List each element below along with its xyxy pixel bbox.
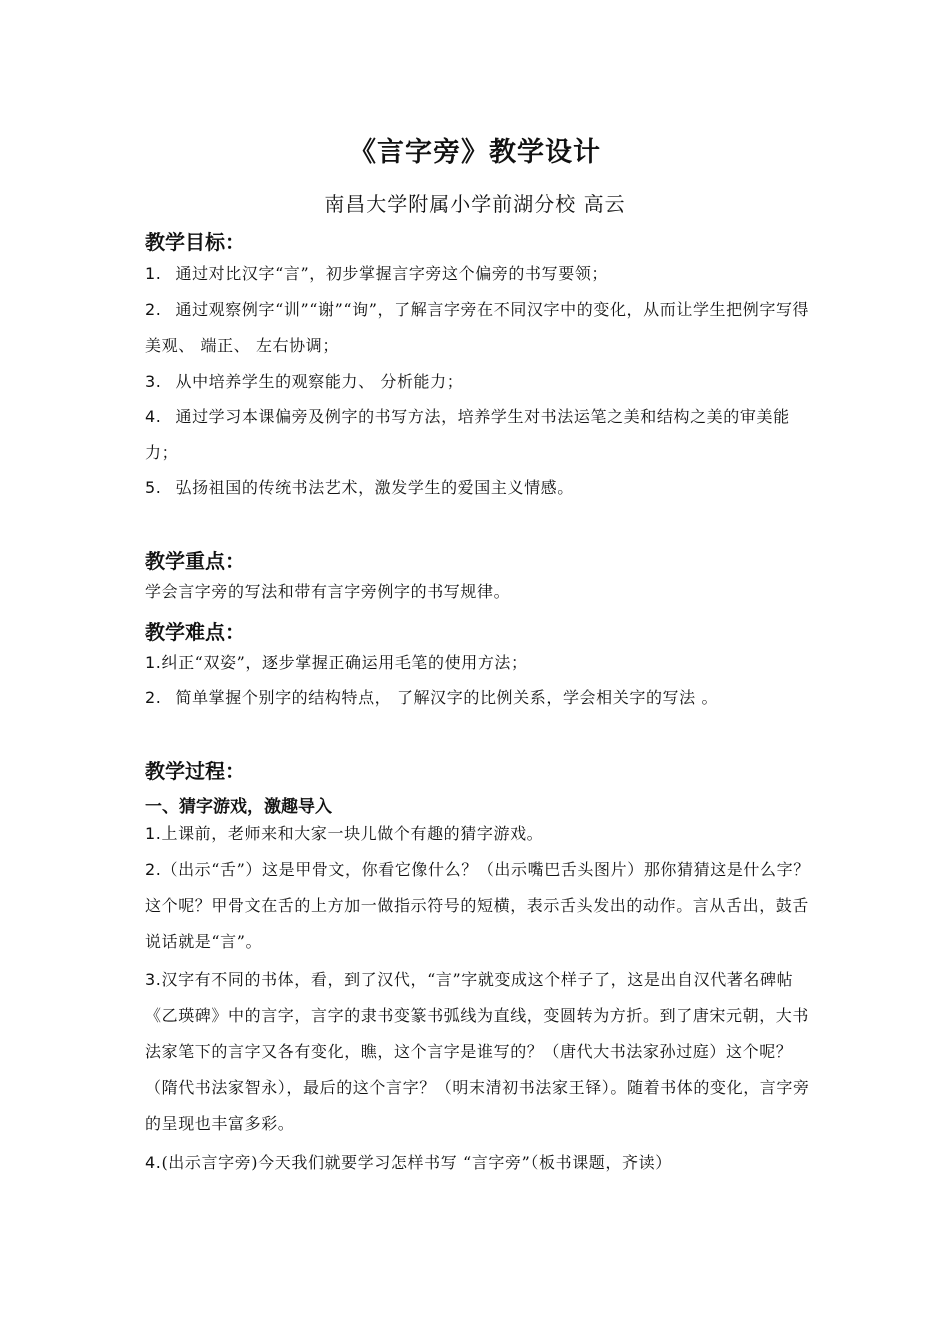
process-text: （出示“舌”）这是甲骨文，你看它像什么？（出示嘴巴舌头图片）那你猜猜这是什么字？这个呢？甲骨文在舌的上方加一做指示符号的短横，表示舌头发出的动作。言从舌出，鼓舌说话就是“言”。 xyxy=(145,860,810,951)
objective-item-4 xyxy=(145,399,810,471)
process-item-4 xyxy=(145,1145,810,1181)
objective-item-2 xyxy=(145,292,810,364)
process-number: 3. xyxy=(145,970,162,989)
difficulty-item-2 xyxy=(145,680,810,716)
process-text: 汉字有不同的书体，看，到了汉代，“言”字就变成这个样子了，这是出自汉代著名碑帖《乙瑛碑》中的言字，言字的隶书变篆书弧线为直线，变圆转为方折。到了唐宋元朝，大书法家笔下的言字又各有变化，瞧，这个言字是谁写的？（唐代大书法家孙过庭）这个呢？（隋代书法家智永），最后的这个言字？（明末清初书法家王铎）。随着书体的变化，言字旁的呈现也丰富多彩。 xyxy=(145,970,810,1133)
document-title: 《言字旁》教学设计 xyxy=(349,137,601,168)
objective-item-5 xyxy=(145,470,810,506)
objective-item-3 xyxy=(145,364,810,400)
process-text: 上课前，老师来和大家一块儿做个有趣的猜字游戏。 xyxy=(161,824,544,843)
objective-text: 通过学习本课偏旁及例字的书写方法，培养学生对书法运笔之美和结构之美的审美能力； xyxy=(145,407,790,462)
process-text: (出示言字旁)今天我们就要学习怎样书写 “言字旁”（板书课题，齐读） xyxy=(161,1153,672,1172)
key-points-heading: 教学重点： xyxy=(145,549,245,573)
objective-number: 5. xyxy=(145,478,162,497)
objective-number: 2. xyxy=(145,300,162,319)
difficulty-text: 简单掌握个别字的结构特点， 了解汉字的比例关系，学会相关字的写法 。 xyxy=(175,688,719,707)
objectives-heading: 教学目标： xyxy=(145,230,245,254)
process-number: 2. xyxy=(145,860,162,879)
difficulty-number: 2. xyxy=(145,688,162,707)
process-item-3 xyxy=(145,962,810,1142)
objective-text: 通过对比汉字“言”，初步掌握言字旁这个偏旁的书写要领； xyxy=(175,264,609,283)
objective-text: 从中培养学生的观察能力、 分析能力； xyxy=(175,372,464,391)
process-item-2 xyxy=(145,852,810,960)
objective-number: 4. xyxy=(145,407,162,426)
author-line: 南昌大学附属小学前湖分校 高云 xyxy=(324,192,626,216)
process-item-1 xyxy=(145,816,810,852)
process-number: 1. xyxy=(145,824,162,843)
objective-number: 1. xyxy=(145,264,162,283)
process-number: 4. xyxy=(145,1153,162,1172)
objective-text: 弘扬祖国的传统书法艺术，激发学生的爱国主义情感。 xyxy=(175,478,574,497)
objective-item-1 xyxy=(145,256,810,292)
difficulty-number: 1. xyxy=(145,653,162,672)
process-section-1-title: 一、猜字游戏，激趣导入 xyxy=(145,797,332,817)
objective-number: 3. xyxy=(145,372,162,391)
difficulty-item-1 xyxy=(145,645,810,681)
process-heading: 教学过程： xyxy=(145,759,245,783)
difficulties-heading: 教学难点： xyxy=(145,620,245,644)
key-points-text: 学会言字旁的写法和带有言字旁例字的书写规律。 xyxy=(145,582,511,601)
difficulty-text: 纠正“双姿”，逐步掌握正确运用毛笔的使用方法； xyxy=(161,653,528,672)
objective-text: 通过观察例字“训”“谢”“询”，了解言字旁在不同汉字中的变化，从而让学生把例字写得美观、 端正、 左右协调； xyxy=(145,300,810,355)
